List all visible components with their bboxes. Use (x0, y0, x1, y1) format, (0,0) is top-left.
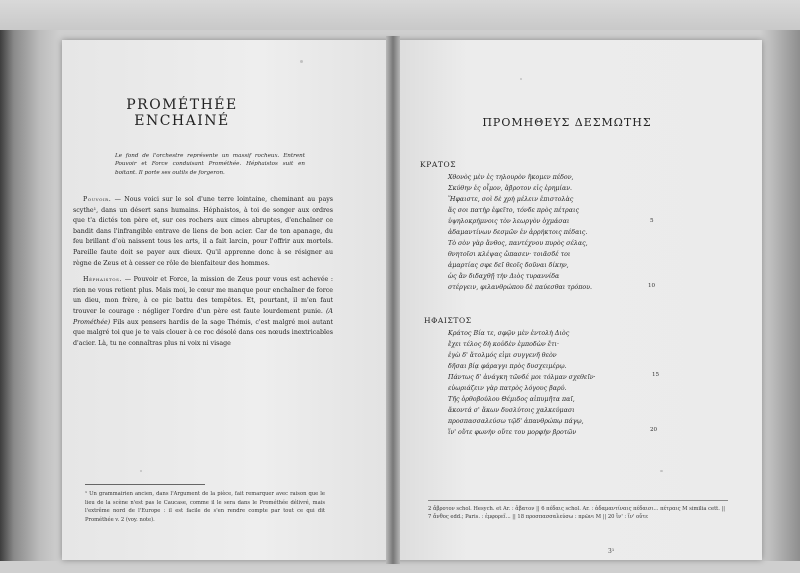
book-gutter (386, 36, 400, 564)
verse-line: προσπασσαλεύσω τῷδ' ἀπανθρώπῳ πάγῳ, (448, 418, 584, 425)
speech-hephaistos (73, 275, 333, 349)
page-number: 3¹ (608, 548, 615, 555)
footnote-rule (85, 484, 205, 485)
inline-stage-direction: (A Prométhée) (73, 307, 333, 326)
verse-line: θνητοῖσι κλέψας ὤπασεν· τοιᾶσδέ τοι (448, 251, 571, 258)
scan-speck (660, 470, 663, 472)
apparatus-text: 2 ἄβροτον schol. Hesych. et Ar. : ἄβατον || 6 πέδαις schol. Ar. : ἀδαμαντίναις πέδαισι... πέτραις M similia cett. || 7 ἄνθος edd.; Paris. : ἐμφορεῖ... || 18 προσπασσαλεύσω : πρῶνι M || 20 ἵν' : ἵν' οὔτε (428, 506, 726, 520)
line-number: 10 (648, 283, 656, 289)
verse-line: ὑψηλοκρήμνοις τὸν λεωργὸν ὀχμάσαι (448, 218, 570, 225)
footnote (85, 490, 325, 524)
scan-top-margin (0, 0, 800, 30)
french-text-body (73, 195, 333, 355)
verse-line: ἁμαρτίας σφε δεῖ θεοῖς δοῦναι δίκην, (448, 262, 569, 269)
verse-line: ἀδαμαντίνων δεσμῶν ἐν ἀρρήκτοις πέδαις. (448, 229, 588, 236)
verse-line: Ἥφαιστε, σοὶ δὲ χρὴ μέλειν ἐπιστολὰς (448, 196, 574, 203)
verse-line: εὐωριάζειν γὰρ πατρὸς λόγους βαρύ. (448, 385, 567, 392)
line-number: 20 (650, 427, 658, 433)
verse-line: Πάντως δ' ἀνάγκη τῶνδέ μοι τόλμαν σχεθεῖν· (448, 374, 596, 381)
verse-line: ὡς ἂν διδαχθῇ τὴν Διὸς τυραννίδα (448, 273, 560, 280)
greek-title: ΠΡΟΜΗΘΕΥΣ ΔΕΣΜΩΤΗΣ (482, 116, 652, 129)
verse-line: Χθονὸς μὲν ἐς τηλουρὸν ἥκομεν πέδον, (448, 174, 574, 181)
speaker-kratos: ΚΡΑΤΟΣ (420, 160, 457, 169)
line-number: 15 (652, 372, 660, 378)
speaker-pouvoir: Pouvoir. (83, 196, 112, 203)
verse-line: Κράτος Βία τε, σφῷν μὲν ἐντολὴ Διὸς (448, 330, 570, 337)
speech-hephaistos-text: — Pouvoir et Force, la mission de Zeus pour vous est achevée : rien ne vous retient plus. Mais moi, le cœur me manque pour enchaîner de force un dieu, mon frère, à ce pic battu des tempêtes. Et, pourtant, il m'en faut trouver le courage : négliger l'ordre d'un père est faute lourdement punie. (73, 276, 333, 315)
verse-line: Σκύθην ἐς οἶμον, ἄβροτον εἰς ἐρημίαν. (448, 185, 573, 192)
greek-lines-kratos (448, 172, 708, 293)
speaker-hephaistos: Héphaistos. (83, 276, 123, 284)
speech-pouvoir (73, 195, 333, 269)
verse-line: ἔχει τέλος δὴ κοὐδὲν ἐμποδὼν ἔτι· (448, 341, 560, 348)
scan-bottom-margin (0, 561, 800, 573)
footnote-text: ¹ Un grammairien ancien, dans l'Argument de la pièce, fait remarquer avec raison que le lieu de la scène n'est pas le Caucase, comme il le sera dans le Prométhée délivré, mais l'extrême nord de l'Europe : il est facile de s'en rendre compte par tout ce qui dit Prométhée v. 2 (voy. note). (85, 491, 325, 523)
verse-line: ἄκοντά σ' ἄκων δυσλύτοις χαλκεύμασι (448, 407, 575, 414)
critical-apparatus (428, 505, 728, 521)
verse-line: ἐγὼ δ' ἄτολμός εἰμι συγγενῆ θεὸν (448, 352, 557, 359)
verse-line: ἅς σοι πατὴρ ἐφεῖτο, τόνδε πρὸς πέτραις (448, 207, 579, 214)
speech-hephaistos-text-continued: Fils aux pensers hardis de la sage Thémis, c'est malgré moi autant que malgré toi que je te vais clouer à ce roc désolé dans ces nœuds inextricables d'acier. Là, tu ne connaîtras plus ni voix ni visage (73, 318, 333, 347)
verse-line: Τὸ σὸν γὰρ ἄνθος, παντέχνου πυρὸς σέλας, (448, 240, 588, 247)
scan-speck (520, 78, 522, 80)
french-title: PROMÉTHÉE ENCHAINÉ (126, 97, 238, 129)
scan-speck (300, 60, 303, 63)
verse-line: Τῆς ὀρθοβούλου Θέμιδος αἰπυμῆτα παῖ, (448, 396, 575, 403)
line-number: 5 (650, 218, 654, 224)
verse-line: δῆσαι βίᾳ φάραγγι πρὸς δυσχειμέρῳ. (448, 363, 567, 370)
verse-line: στέργειν, φιλανθρώπου δὲ παύεσθαι τρόπου. (448, 284, 592, 291)
speech-pouvoir-text: — Nous voici sur le sol d'une terre lointaine, cheminant au pays scythe¹, dans un désert sans humains. Héphaistos, à toi de songer aux ordres que t'a dictés ton père et, sur ces rochers aux cimes abruptes, d'enchaîner ce bandit dans l'infrangible entrave de liens de bon acier. Car de ton apanage, du feu brillant d'où naissent tous les arts, il a fait larcin, pour l'offrir aux mortels. Pareille faute doit se payer aux dieux. Qu'il apprenne donc à se résigner au règne de Zeus et à cesser ce rôle de bienfaiteur des hommes. (73, 196, 333, 267)
scan-speck (140, 470, 142, 472)
apparatus-rule (428, 500, 728, 501)
opening-stage-direction: Le fond de l'orchestre représente un massif rocheux. Entrent Pouvoir et Force conduisant Prométhée. Héphaistos suit en boitant. Il porte ses outils de forgeron. (115, 153, 305, 176)
speaker-hephaistos-greek: ΗΦΑΙΣΤΟΣ (424, 316, 472, 325)
verse-line: ἵν' οὔτε φωνὴν οὔτε του μορφὴν βροτῶν (448, 429, 577, 436)
greek-lines-hephaistos (448, 328, 708, 438)
